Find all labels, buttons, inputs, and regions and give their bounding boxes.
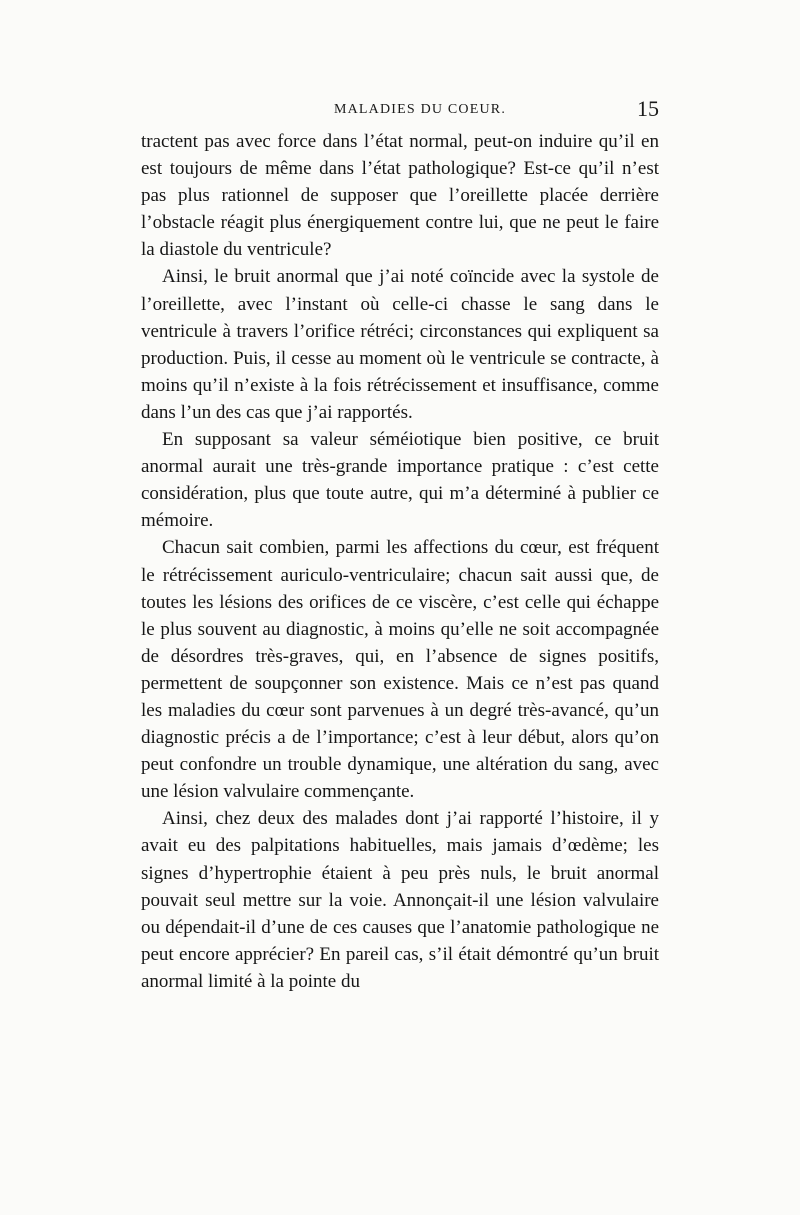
paragraph-continued: tractent pas avec force dans l’état normal, peut-on induire qu’il en est toujours de même dans l’état pathologique? Est-ce qu’il n’est pas plus rationnel de supposer que l’oreillette placée derrière l’obstacle réagit plus énergiquement contre lui, que ne peut le faire la diastole du ventricule? [141,131,659,261]
paragraph: Chacun sait combien, parmi les affections du cœur, est fréquent le rétrécissement auriculo-ventriculaire; chacun sait aussi que, de toutes les lésions des orifices de ce viscère, c’est celle qui échappe le plus souvent au diagnostic, à moins qu’elle ne soit accompagnée de désordres très-graves, qui, en l’absence de signes positifs, permettent de soupçonner son existence. Mais ce n’est pas quand les maladies du cœur sont parvenues à un degré très-avancé, qu’un diagnostic précis a de l’importance; c’est à leur début, alors qu’on peut confondre un trouble dynamique, une altération du sang, avec une lésion valvulaire commençante. [141,537,659,803]
body-text [141,128,659,995]
paragraph: Ainsi, le bruit anormal que j’ai noté coïncide avec la systole de l’oreillette, avec l’instant où celle-ci chasse le sang dans le ventricule à travers l’orifice rétréci; circonstances qui expliquent sa production. Puis, il cesse au moment où le ventricule se contracte, à moins qu’il n’existe à la fois rétrécissement et insuffisance, comme dans l’un des cas que j’ai rapportés. [141,266,659,423]
page-number: 15 [637,96,659,121]
paragraph: En supposant sa valeur séméiotique bien positive, ce bruit anormal aurait une très-grande importance pratique : c’est cette considération, plus que toute autre, qui m’a déterminé à publier ce mémoire. [141,429,659,532]
running-head [141,96,659,124]
running-title: MALADIES DU COEUR. [333,102,507,117]
paragraph: Ainsi, chez deux des malades dont j’ai rapporté l’histoire, il y avait eu des palpitations habituelles, mais jamais d’œdème; les signes d’hypertrophie étaient à peu près nuls, le bruit anormal pouvait seul mettre sur la voie. Annonçait-il une lésion valvulaire ou dépendait-il d’une de ces causes que l’anatomie pathologique ne peut encore apprécier? En pareil cas, s’il était démontré qu’un bruit anormal limité à la pointe du [141,808,659,992]
